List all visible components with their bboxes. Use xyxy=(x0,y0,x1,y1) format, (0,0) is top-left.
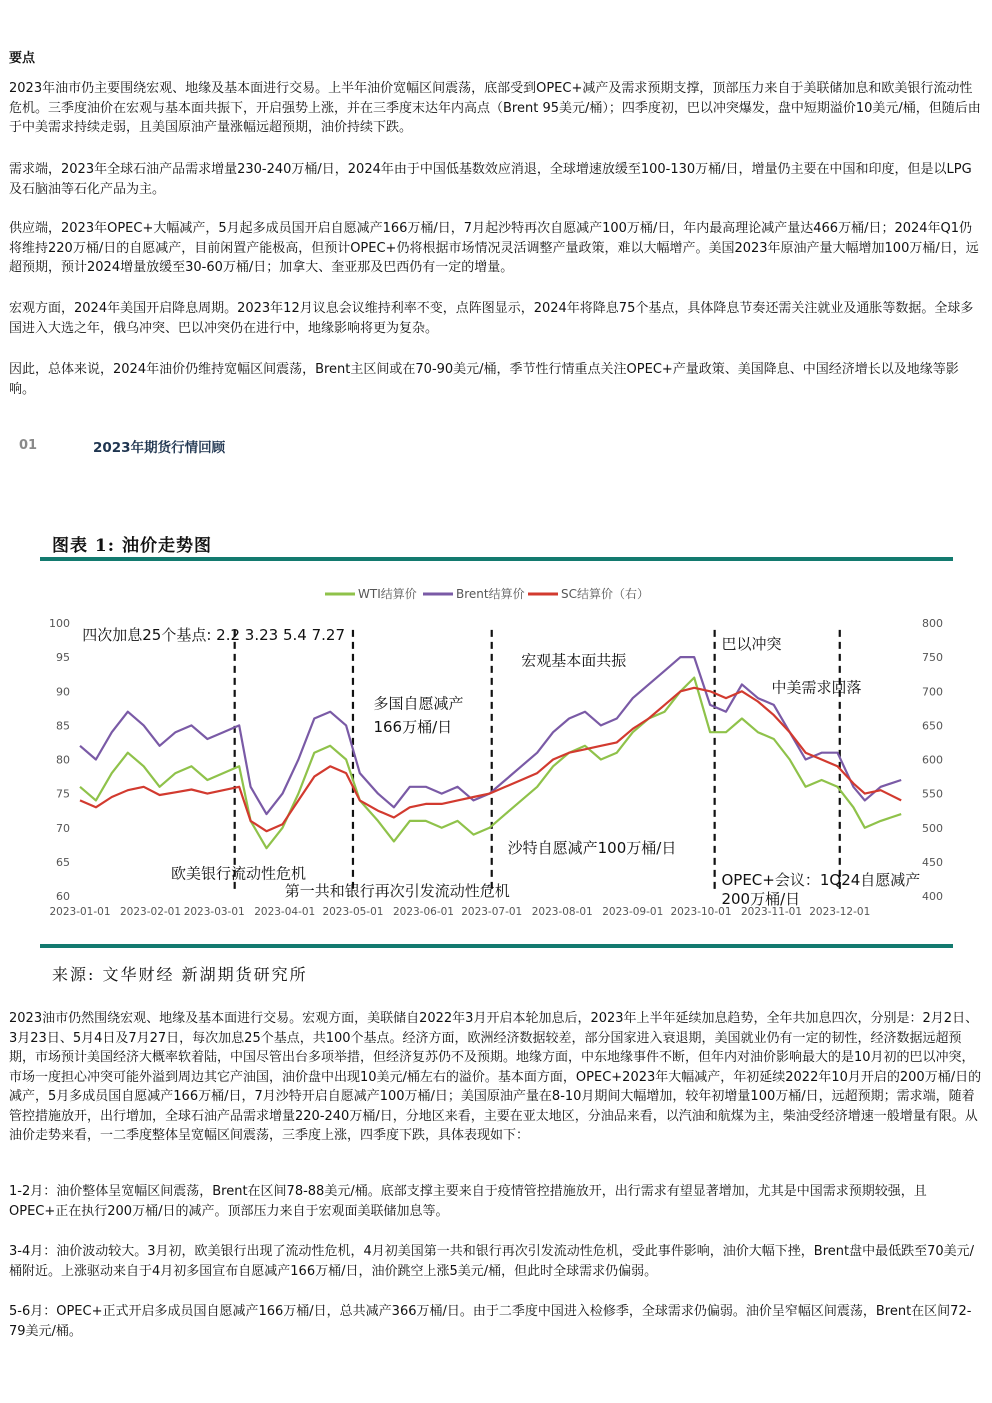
x-tick-label: 2023-10-01 xyxy=(670,906,732,918)
x-tick-label: 2023-08-01 xyxy=(531,906,593,918)
chart-annotation: 四次加息25个基点: 2.2 3.23 5.4 7.27 xyxy=(82,626,346,645)
chart-annotation: 200万桶/日 xyxy=(721,890,801,909)
summary-paragraph-1: 2023年油市仍主要围绕宏观、地缘及基本面进行交易。上半年油价宽幅区间震荡，底部受到OPEC+减产及需求预期支撑，顶部压力来自于美联储加息和欧美银行流动性危机。三季度油价在宏观与基本面共振下，开启强势上涨，并在三季度末达年内高点（Brent 95美元/桶）；四季度初，巴以冲突爆发，盘中短期溢价10美元/桶，但随后由于中美需求持续走弱，且美国原油产量涨幅远超预期，油价持续下跌。 xyxy=(9,81,981,135)
y-right-tick-label: 400 xyxy=(922,890,943,903)
chart-annotation: 166万桶/日 xyxy=(373,718,453,737)
x-tick-label: 2023-09-01 xyxy=(602,906,664,918)
body-paragraph-4: 5-6月：OPEC+正式开启多成员国自愿减产166万桶/日，总共减产366万桶/日。由于二季度中国进入检修季，全球需求仍偏弱。油价呈窄幅区间震荡，Brent在区间72-79美元/桶。 xyxy=(9,1304,972,1339)
section-number: 01 xyxy=(19,438,38,453)
x-tick-label: 2023-06-01 xyxy=(392,906,454,918)
x-tick-label: 2023-04-01 xyxy=(254,906,316,918)
x-tick-label: 2023-03-01 xyxy=(183,906,245,918)
y-left-tick-label: 65 xyxy=(56,855,70,869)
chart-annotation: 巴以冲突 xyxy=(721,634,782,653)
chart-annotation: 中美需求回落 xyxy=(771,678,862,697)
y-left-tick-label: 80 xyxy=(56,753,70,767)
y-left-tick-label: 60 xyxy=(56,890,70,903)
chart-annotation: 多国自愿减产 xyxy=(373,694,464,713)
y-left-tick-label: 100 xyxy=(49,617,70,630)
x-tick-label: 2023-01-01 xyxy=(49,906,111,918)
x-tick-label: 2023-07-01 xyxy=(461,906,523,918)
y-right-tick-label: 800 xyxy=(922,617,943,630)
y-right-tick-label: 500 xyxy=(922,821,943,835)
chart-annotation: 第一共和银行再次引发流动性危机 xyxy=(284,882,510,900)
y-right-tick-label: 550 xyxy=(922,787,943,801)
legend-label-wti: WTI结算价 xyxy=(358,587,417,601)
body-paragraph-1: 2023油市仍然围绕宏观、地缘及基本面进行交易。宏观方面，美联储自2022年3月开启本轮加息后，2023年上半年延续加息趋势，全年共加息四次，分别是：2月2日、3月23日、5月4日及7月27日，每次加息25个基点，共100个基点。经济方面，欧洲经济数据较差，部分国家进入衰退期，美国就业仍有一定的韧性，经济数据远超预期，市场预计美国经济大概率软着陆，中国尽管出台多项举措，但经济复苏仍不及预期。地缘方面，中东地缘事件不断，但年内对油价影响最大的是10月初的巴以冲突，市场一度担心冲突可能外溢到周边其它产油国，油价盘中出现10美元/桶左右的溢价。基本面方面，OPEC+2023年大幅减产，年初延续2022年10月开启的200万桶/日的减产，5月多成员国自愿减产166万桶/日，7月沙特开启自愿减产100万桶/日；美国原油产量在8-10月期间大幅增加，较年初增量100万桶/日，远超预期；需求端，随着管控措施放开，出行增加，全球石油产品需求增量220-240万桶/日，分地区来看，主要在亚太地区，分油品来看，以汽油和航煤为主，柴油受经济增速一般增量有限。从油价走势来看，一二季度整体呈宽幅区间震荡，三季度上涨，四季度下跌，具体表现如下： xyxy=(9,1011,982,1143)
summary-paragraph-2: 需求端，2023年全球石油产品需求增量230-240万桶/日，2024年由于中国低基数效应消退，全球增速放缓至100-130万桶/日，增量仍主要在中国和印度，但是以LPG及石脑油等石化产品为主。 xyxy=(9,162,972,197)
chart-annotation: 欧美银行流动性危机 xyxy=(170,864,307,883)
series-line-sc xyxy=(80,688,901,831)
y-left-tick-label: 70 xyxy=(56,821,70,835)
summary-paragraph-4: 宏观方面，2024年美国开启降息周期。2023年12月议息会议维持利率不变，点阵图显示，2024年将降息75个基点，具体降息节奏还需关注就业及通胀等数据。全球多国进入大选之年，俄乌冲突、巴以冲突仍在进行中，地缘影响将更为复杂。 xyxy=(9,301,974,336)
x-tick-label: 2023-12-01 xyxy=(809,906,871,918)
x-tick-label: 2023-05-01 xyxy=(322,906,384,918)
chart-annotation: OPEC+会议：1Q24自愿减产 xyxy=(721,871,921,890)
figure-bottom-rule xyxy=(40,944,953,948)
legend-label-brent: Brent结算价 xyxy=(456,587,525,601)
y-right-tick-label: 650 xyxy=(922,719,943,733)
y-left-tick-label: 85 xyxy=(56,719,70,733)
figure-source: 来源: 文华财经 新湖期货研究所 xyxy=(52,965,308,984)
figure-title: 图表 1: 油价走势图 xyxy=(52,536,212,556)
x-tick-label: 2023-11-01 xyxy=(741,906,803,918)
summary-paragraph-5: 因此，总体来说，2024年油价仍维持宽幅区间震荡，Brent主区间或在70-90美元/桶，季节性行情重点关注OPEC+产量政策、美国降息、中国经济增长以及地缘等影响。 xyxy=(9,362,959,397)
y-right-tick-label: 450 xyxy=(922,855,943,869)
x-tick-label: 2023-02-01 xyxy=(120,906,182,918)
y-left-tick-label: 90 xyxy=(56,685,70,699)
y-right-tick-label: 750 xyxy=(922,651,943,665)
figure-top-rule xyxy=(40,557,953,561)
chart-svg xyxy=(40,568,953,940)
body-paragraph-3: 3-4月：油价波动较大。3月初，欧美银行出现了流动性危机，4月初美国第一共和银行再次引发流动性危机，受此事件影响，油价大幅下挫，Brent盘中最低跌至70美元/桶附近。上涨驱动来自于4月初多国宣布自愿减产166万桶/日，油价跳空上涨5美元/桶，但此时全球需求仍偏弱。 xyxy=(9,1244,975,1279)
chart-annotation: 宏观基本面共振 xyxy=(521,651,627,670)
y-right-tick-label: 700 xyxy=(922,685,943,699)
body-paragraph-2: 1-2月：油价整体呈宽幅区间震荡，Brent在区间78-88美元/桶。底部支撑主要来自于疫情管控措施放开，出行需求有望显著增加，尤其是中国需求预期较强，且OPEC+正在执行200万桶/日的减产。顶部压力来自于宏观面美联储加息等。 xyxy=(9,1184,927,1219)
y-left-tick-label: 75 xyxy=(56,787,70,801)
summary-heading: 要点 xyxy=(9,51,36,66)
chart-annotation: 沙特自愿减产100万桶/日 xyxy=(507,839,677,858)
oil-price-chart xyxy=(40,568,953,940)
legend-label-sc: SC结算价（右） xyxy=(561,587,649,601)
section-title: 2023年期货行情回顾 xyxy=(93,440,226,456)
y-right-tick-label: 600 xyxy=(922,753,943,767)
series-line-wti xyxy=(80,678,901,849)
y-left-tick-label: 95 xyxy=(56,651,70,665)
summary-paragraph-3: 供应端，2023年OPEC+大幅减产，5月起多成员国开启自愿减产166万桶/日，7月起沙特再次自愿减产100万桶/日，年内最高理论减产量达466万桶/日；2024年Q1仍将维持220万桶/日的自愿减产，目前闲置产能极高，但预计OPEC+仍将根据市场情况灵活调整产量政策，难以大幅增产。美国2023年原油产量大幅增加100万桶/日，远超预期，预计2024增量放缓至30-60万桶/日；加拿大、奎亚那及巴西仍有一定的增量。 xyxy=(9,221,979,275)
